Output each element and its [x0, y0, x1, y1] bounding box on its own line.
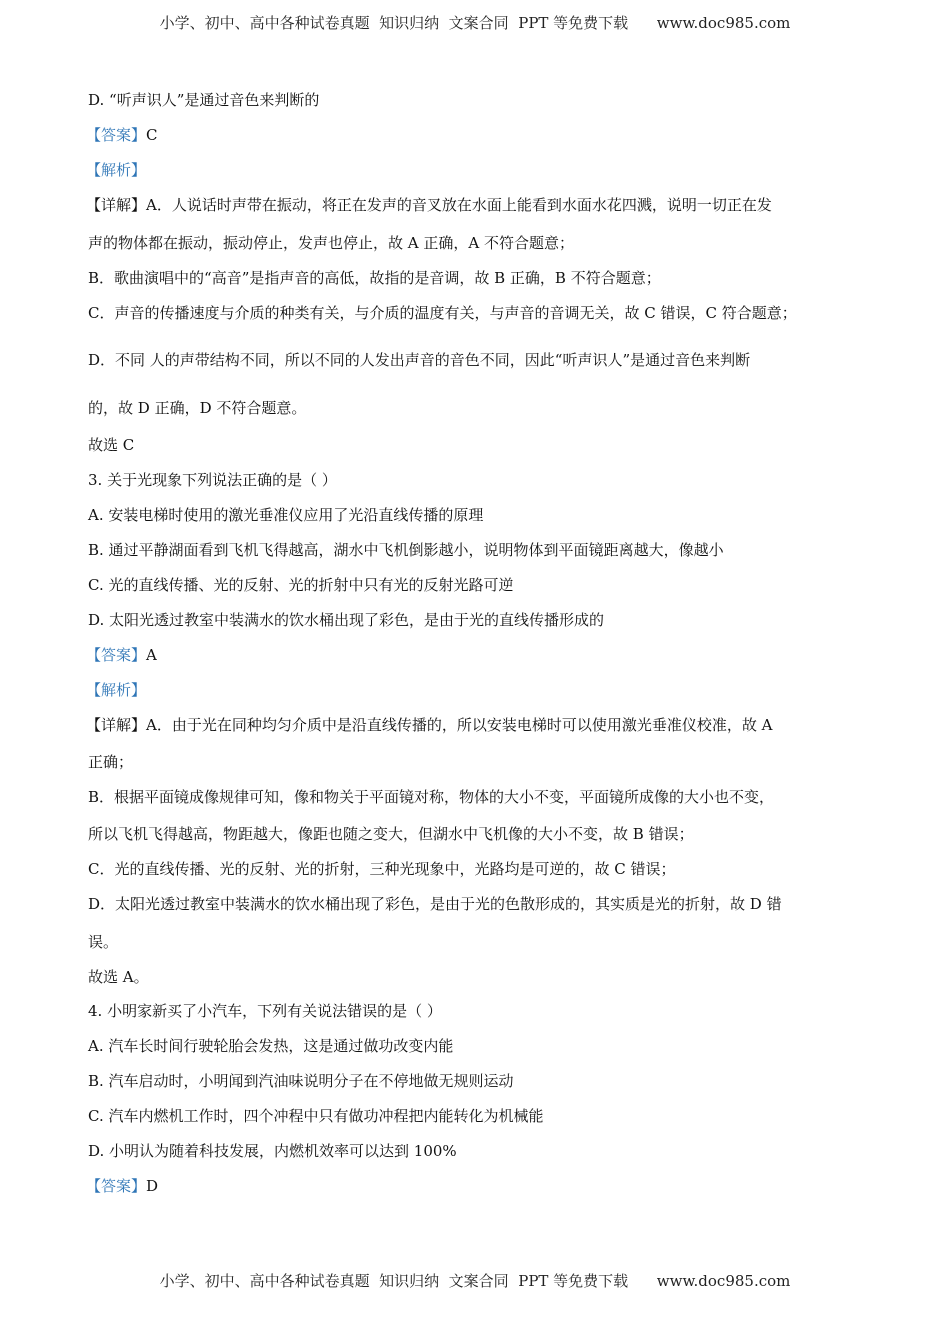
- q3-stem: 3. 关于光现象下列说法正确的是（ ）: [88, 471, 337, 489]
- q2-detail-line-2: 声的物体都在振动，振动停止，发声也停止，故 A 正确，A 不符合题意；: [88, 234, 574, 252]
- q3-detail-line-2: 正确；: [88, 753, 134, 771]
- q2-option-d: D. “听声识人”是通过音色来判断的: [88, 91, 320, 109]
- q3-analysis-tag: [86, 680, 146, 700]
- answer-tag: 【答案】: [86, 1177, 147, 1195]
- q2-analysis-tag: [86, 160, 146, 180]
- q2-answer: [86, 125, 158, 145]
- q3-detail-line-7: 误。: [88, 933, 119, 951]
- q3-detail-line-4: 所以飞机飞得越高，物距越大，像距也随之变大，但湖水中飞机像的大小不变，故 B 错误；: [88, 825, 694, 843]
- q3-answer: [86, 645, 157, 665]
- detail-tag: 【详解】: [86, 196, 147, 214]
- page-footer-banner: 小学、初中、高中各种试卷真题 知识归纳 文案合同 PPT 等免费下载 www.doc985.com: [159, 1272, 791, 1290]
- q3-detail-line-5: C．光的直线传播、光的反射、光的折射，三种光现象中，光路均是可逆的，故 C 错误；: [88, 860, 676, 878]
- q2-detail-line-6: 的，故 D 正确，D 不符合题意。: [88, 399, 307, 417]
- q2-detail-line-1: 【详解】A．人说话时声带在振动，将正在发声的音叉放在水面上能看到水面水花四溅，说明一切正在发: [86, 196, 772, 214]
- q2-answer-value: C: [146, 126, 158, 144]
- q3-detail-line-3: B．根据平面镜成像规律可知，像和物关于平面镜对称，物体的大小不变，平面镜所成像的大小也不变，: [88, 788, 775, 806]
- q2-detail-line-3: B．歌曲演唱中的“高音”是指声音的高低，故指的是音调，故 B 正确，B 不符合题意；: [88, 269, 661, 287]
- q4-stem: 4. 小明家新买了小汽车，下列有关说法错误的是（ ）: [88, 1002, 442, 1020]
- detail-tag: 【详解】: [86, 716, 147, 734]
- q4-option-b: B. 汽车启动时，小明闻到汽油味说明分子在不停地做无规则运动: [88, 1072, 514, 1090]
- page-header-banner: 小学、初中、高中各种试卷真题 知识归纳 文案合同 PPT 等免费下载 www.doc985.com: [159, 14, 791, 32]
- q2-detail-line-5: D．不同 人的声带结构不同，所以不同的人发出声音的音色不同，因此“听声识人”是通过音色来判断: [88, 351, 751, 369]
- answer-tag: 【答案】: [86, 126, 147, 144]
- q3-detail-line-1: 【详解】A．由于光在同种均匀介质中是沿直线传播的，所以安装电梯时可以使用激光垂准仪校准，故 A: [86, 716, 773, 734]
- answer-tag: 【答案】: [86, 646, 147, 664]
- analysis-tag: 【解析】: [86, 161, 147, 179]
- q3-option-a: A. 安装电梯时使用的激光垂准仪应用了光沿直线传播的原理: [88, 506, 484, 524]
- q4-option-c: C. 汽车内燃机工作时，四个冲程中只有做功冲程把内能转化为机械能: [88, 1107, 544, 1125]
- q2-detail-line-4: C．声音的传播速度与介质的种类有关，与介质的温度有关，与声音的音调无关，故 C 错误，C 符合题意；: [88, 304, 797, 322]
- q4-answer-value: D: [146, 1177, 159, 1195]
- analysis-tag: 【解析】: [86, 681, 147, 699]
- q2-conclusion: 故选 C: [88, 436, 135, 454]
- q3-option-b: B. 通过平静湖面看到飞机飞得越高，湖水中飞机倒影越小，说明物体到平面镜距离越大，像越小: [88, 541, 724, 559]
- q3-answer-value: A: [146, 646, 157, 664]
- q3-conclusion: 故选 A。: [88, 968, 149, 986]
- q4-option-d: D. 小明认为随着科技发展，内燃机效率可以达到 100%: [88, 1142, 457, 1160]
- q4-option-a: A. 汽车长时间行驶轮胎会发热，这是通过做功改变内能: [88, 1037, 454, 1055]
- q3-detail-line-6: D．太阳光透过教室中装满水的饮水桶出现了彩色，是由于光的色散形成的，其实质是光的折射，故 D 错: [88, 895, 782, 913]
- q4-answer: [86, 1176, 158, 1196]
- q3-option-d: D. 太阳光透过教室中装满水的饮水桶出现了彩色，是由于光的直线传播形成的: [88, 611, 605, 629]
- q3-option-c: C. 光的直线传播、光的反射、光的折射中只有光的反射光路可逆: [88, 576, 514, 594]
